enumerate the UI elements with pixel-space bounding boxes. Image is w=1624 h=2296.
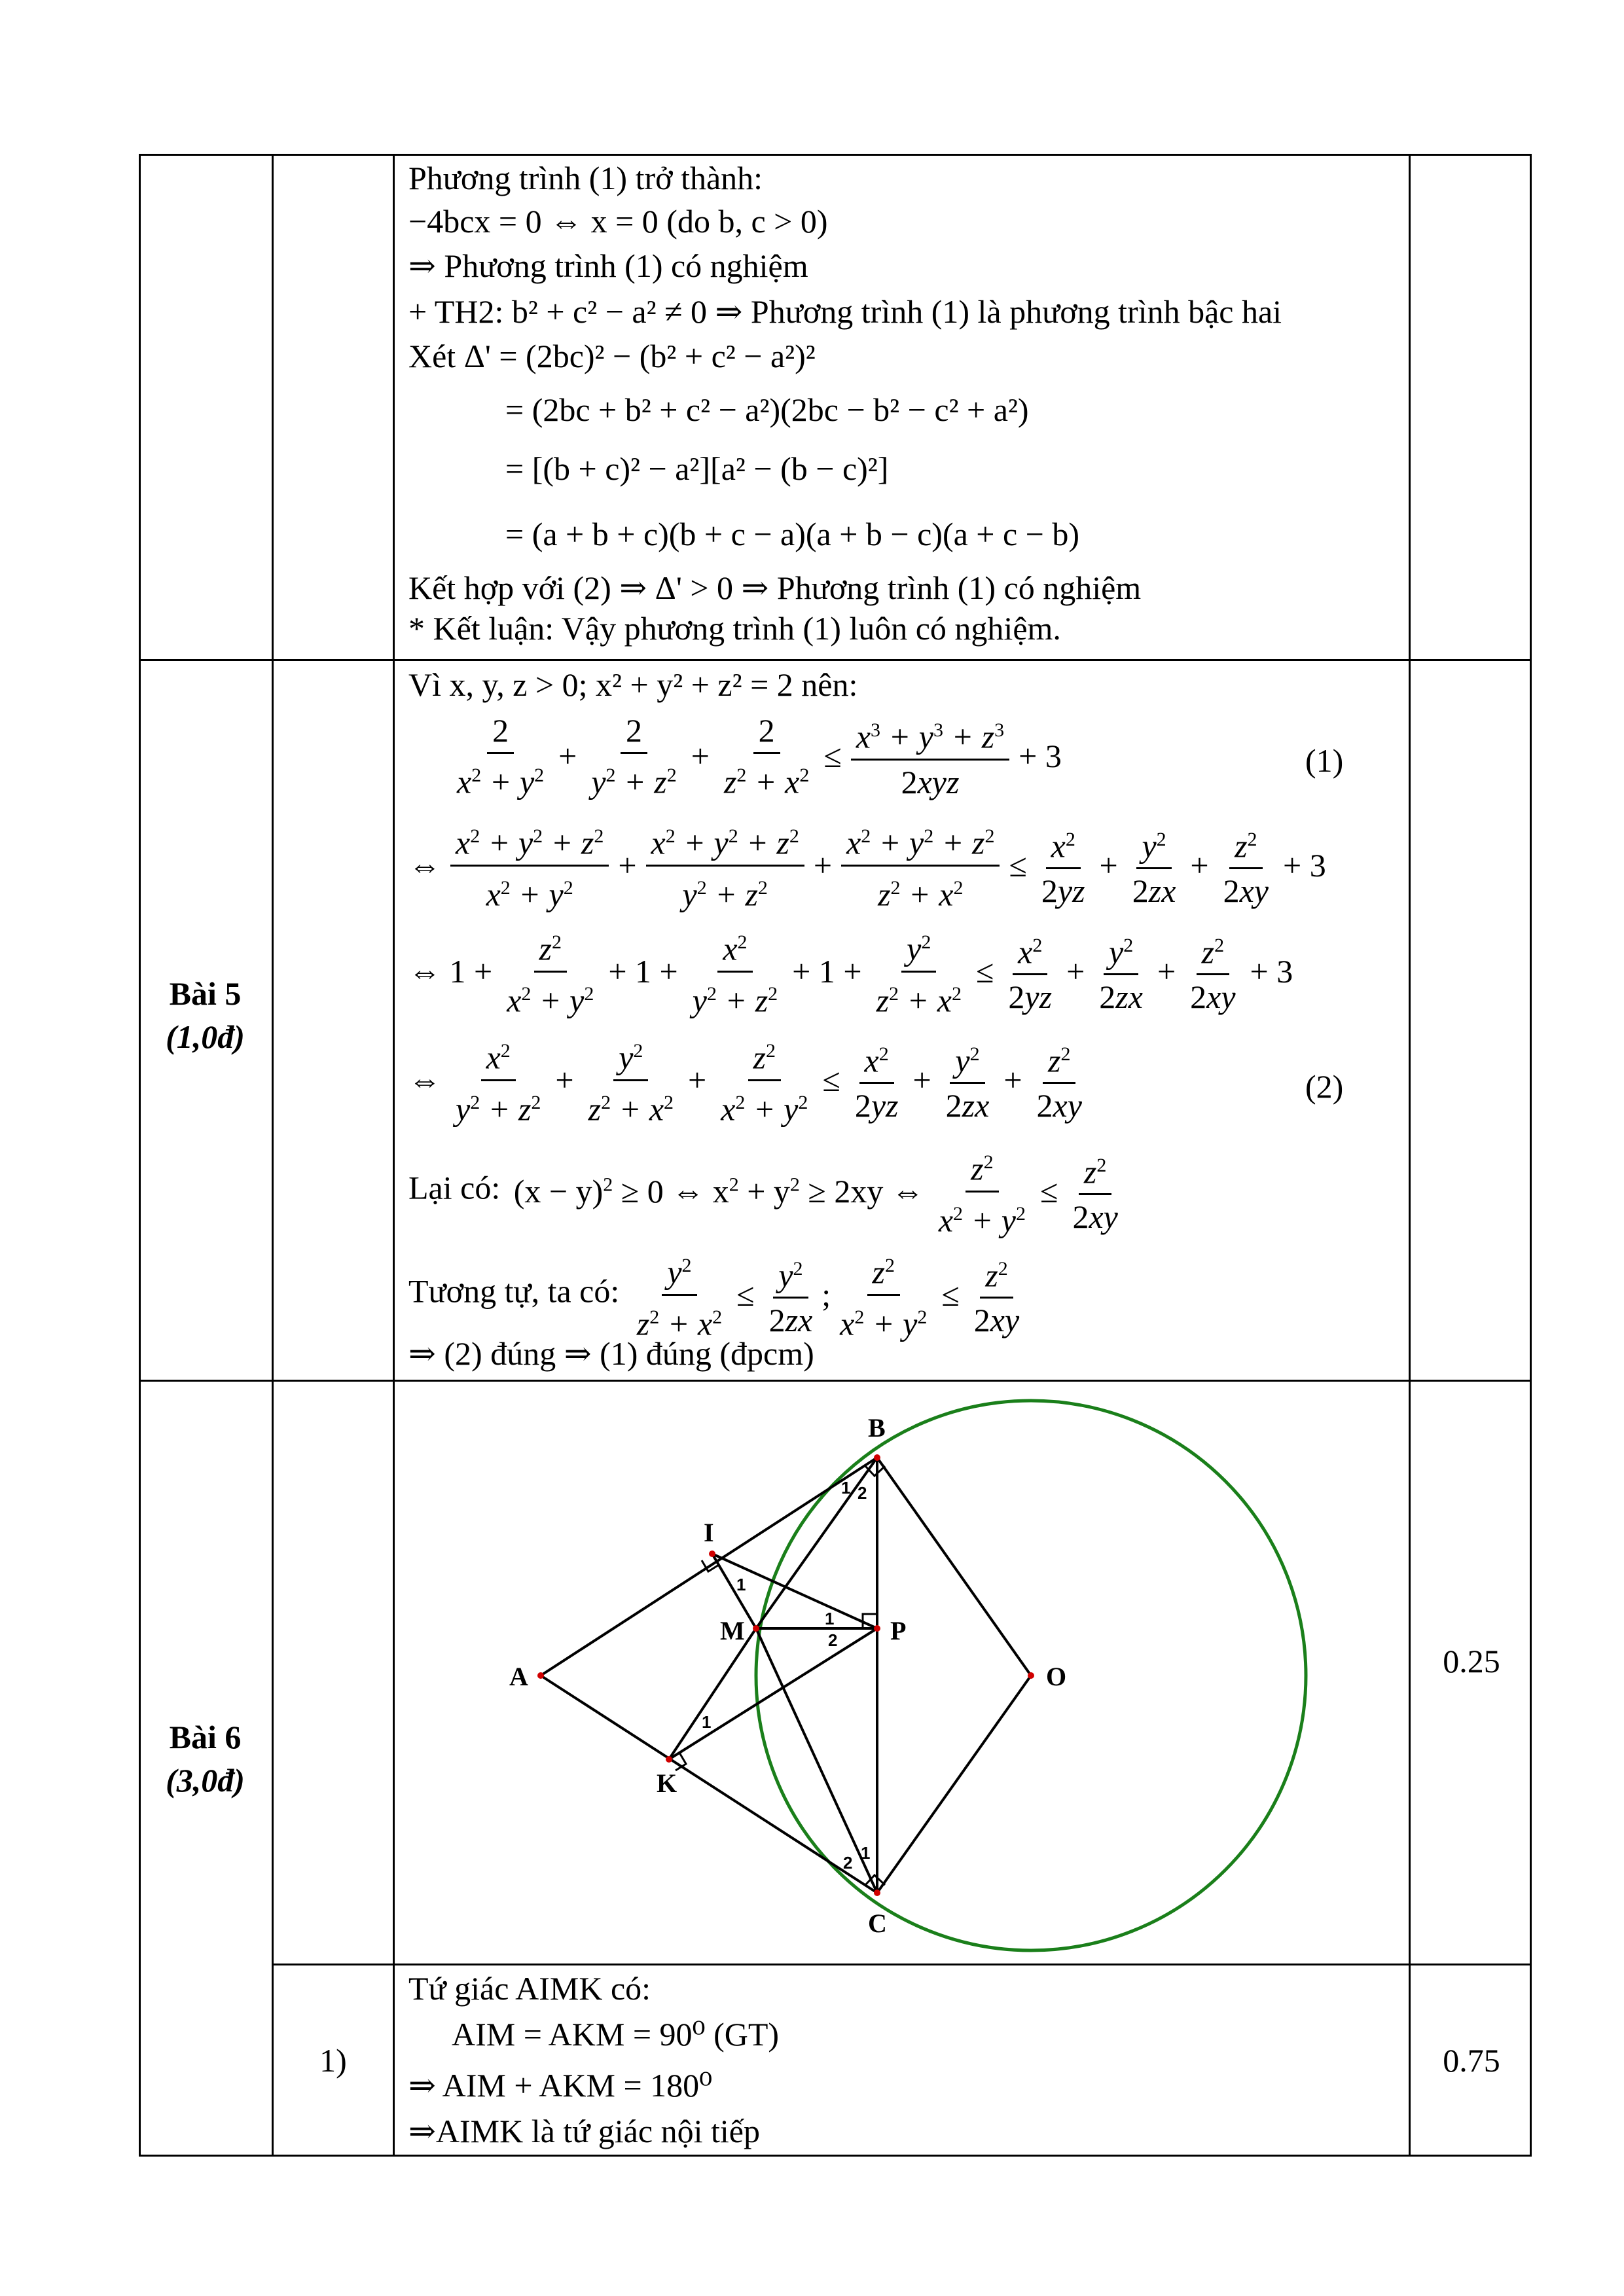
- solution-line: + TH2: b² + c² − a² ≠ 0 ⇒ Phương trình (1) là phương trình bậc hai: [408, 293, 1282, 330]
- angle-label: 1: [825, 1609, 835, 1628]
- solution-line: = [(b + c)² − a²][a² − (b − c)²]: [505, 450, 889, 487]
- point-b: [874, 1454, 880, 1461]
- point-i: [709, 1551, 715, 1557]
- bai5-conclusion: ⇒ (2) đúng ⇒ (1) đúng (đpcm): [408, 1335, 814, 1372]
- segment-ab: [541, 1458, 877, 1676]
- inequality-1: $\frac{2}{x^2 + y^2}$ + $\frac{2}{y^2 + z^2}$ + $\frac{2}{z^2 + x^2}$ ≤ $\frac{x^3 + y^3 + z^3}{\text{2xyz}}$ + 3: [457, 712, 1062, 800]
- solution-line: AIM = AKM = 90⁰ (GT): [452, 2016, 780, 2053]
- solution-line: −4bcx = 0 ⇔ x = 0 (do b, c > 0): [408, 203, 828, 240]
- label-i: I: [704, 1518, 714, 1547]
- label-a: A: [509, 1662, 528, 1691]
- bai5-points: (1,0đ): [166, 1018, 245, 1055]
- angle-label: 1: [841, 1478, 851, 1498]
- segment-mk: [669, 1628, 756, 1759]
- solution-line: Tứ giác AIMK có:: [408, 1970, 651, 2007]
- solution-line: ⇒AIMK là tứ giác nội tiếp: [408, 2113, 760, 2149]
- solution-line: Phương trình (1) trở thành:: [408, 160, 763, 196]
- point-o: [1028, 1672, 1034, 1679]
- score-figure: 0.25: [1443, 1643, 1500, 1679]
- point-p: [874, 1625, 880, 1632]
- solution-line: ⇒ Phương trình (1) có nghiệm: [408, 247, 808, 284]
- point-c: [874, 1890, 880, 1896]
- label-m: M: [720, 1616, 745, 1645]
- solution-line: Kết hợp với (2) ⇒ Δ' > 0 ⇒ Phương trình (1) có nghiệm: [408, 569, 1142, 606]
- point-m: [753, 1625, 759, 1632]
- bai6-title: Bài 6: [169, 1719, 242, 1755]
- solution-line: ⇒ AIM + AKM = 180⁰: [408, 2067, 713, 2104]
- angle-label: 2: [828, 1630, 838, 1650]
- lai-co-line: Lại có: $(x - y)^2 \ge 0$ ⇔ $x^2 + y^2 \ge 2xy$ ⇔ $\frac{z^2}{x^2 + y^2}$ ≤ $\frac{z^2}{2xy}$: [408, 1143, 1127, 1239]
- part1-label: 1): [319, 2042, 347, 2079]
- tuong-tu-label: Tương tự, ta có:: [408, 1272, 620, 1310]
- bai6-points: (3,0đ): [166, 1762, 245, 1799]
- segment-co: [877, 1676, 1031, 1893]
- point-k: [666, 1756, 672, 1763]
- label-b: B: [868, 1413, 886, 1443]
- angle-label: 2: [843, 1853, 853, 1873]
- equation-tag: (1): [1305, 742, 1344, 779]
- segment-kp: [669, 1628, 877, 1759]
- label-k: K: [657, 1768, 677, 1798]
- label-o: O: [1046, 1662, 1067, 1691]
- solution-line: Xét Δ' = (2bc)² − (b² + c² − a²)²: [408, 338, 816, 374]
- lai-co-label: Lại có:: [408, 1169, 501, 1206]
- tuong-tu-line: Tương tự, ta có: $\frac{y^2}{z^2 + x^2}$ ≤ $\frac{y^2}{2zx}$ ; $\frac{z^2}{x^2 + y^2}$ ≤ $\frac{z^2}{2xy}$: [408, 1247, 1028, 1342]
- label-p: P: [890, 1616, 907, 1645]
- equation-tag: (2): [1305, 1068, 1344, 1105]
- inequality-step-3: ⇔ 1 + $\frac{z^2}{x^2 + y^2}$ + 1 + $\frac{x^2}{y^2 + z^2}$ + 1 + $\frac{y^2}{z^2 + x^2}$ ≤ $\frac{x^2}{2yz}$ + $\frac{y^2}{2zx}$ + $\frac{z^2}{2xy}$ + 3: [408, 924, 1298, 1019]
- angle-label: 1: [861, 1843, 871, 1863]
- inequality-step-2: ⇔ $\frac{x^2 + y^2 + z^2}{x^2 + y^2}$ + $\frac{x^2 + y^2 + z^2}{y^2 + z^2}$ + $\frac{x^2 + y^2 + z^2}{z^2 + x^2}$ ≤ $\frac{x^2}{2yz}$ + $\frac{y^2}{2zx}$ + $\frac{z^2}{2xy}$ + 3: [408, 817, 1331, 913]
- solution-line: = (2bc + b² + c² − a²)(2bc − b² − c² + a²): [505, 391, 1029, 428]
- solution-line: * Kết luận: Vậy phương trình (1) luôn có nghiệm.: [408, 610, 1061, 647]
- angle-label: 2: [857, 1483, 867, 1503]
- label-c: C: [868, 1909, 887, 1938]
- bai5-title: Bài 5: [169, 975, 242, 1012]
- score-part1: 0.75: [1443, 2042, 1500, 2079]
- angle-label: 1: [702, 1712, 712, 1732]
- solution-line: = (a + b + c)(b + c − a)(a + b − c)(a + c − b): [505, 516, 1080, 552]
- angle-label: 1: [736, 1575, 746, 1594]
- inequality-2: ⇔ $\frac{x^2}{y^2 + z^2}$ + $\frac{y^2}{z^2 + x^2}$ + $\frac{z^2}{x^2 + y^2}$ ≤ $\frac{x^2}{2yz}$ + $\frac{y^2}{2zx}$ + $\frac{z^2}{2xy}$: [408, 1032, 1091, 1128]
- point-a: [537, 1672, 544, 1679]
- bai5-intro: Vì x, y, z > 0; x² + y² + z² = 2 nên:: [408, 666, 858, 703]
